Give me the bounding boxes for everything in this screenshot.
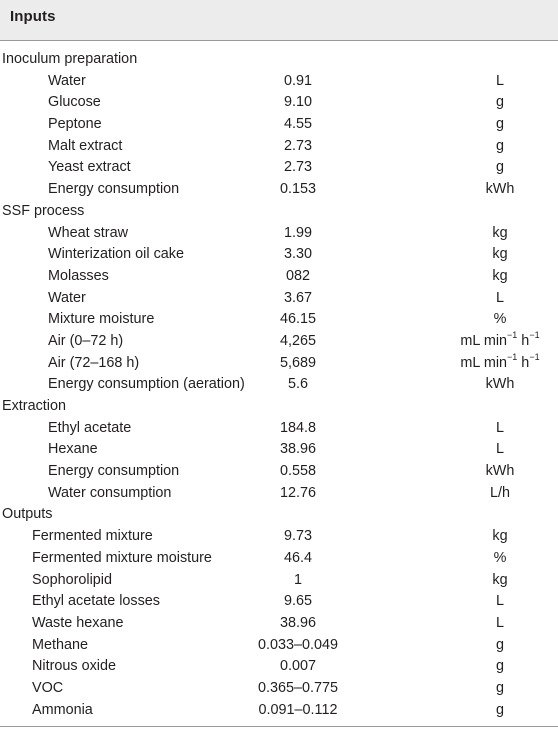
row-value: 3.30 [283, 246, 312, 263]
row-value: 0.091–0.112 [258, 701, 338, 718]
table-row [0, 71, 558, 93]
table-row [0, 92, 558, 114]
row-value: 0.91 [283, 72, 312, 89]
row-unit [444, 700, 556, 722]
unit-text: h [517, 332, 530, 349]
row-label: Fermented mixture [32, 528, 153, 545]
section-label: Extraction [2, 398, 66, 414]
row-label: Water consumption [48, 484, 172, 501]
row-label: Wheat straw [48, 224, 128, 241]
row-label: Malt extract [48, 137, 123, 154]
row-value: 4,265 [279, 332, 316, 349]
section-label: Outputs [2, 506, 53, 523]
row-label: Methane [32, 636, 89, 653]
table-row [0, 244, 558, 266]
row-label: Waste hexane [32, 614, 124, 631]
row-unit [444, 678, 556, 700]
row-label: Glucose [48, 94, 101, 111]
row-label: Yeast extract [48, 159, 131, 176]
section-label: Inoculum preparation [2, 51, 138, 67]
table-row [0, 288, 558, 310]
row-unit [444, 179, 556, 201]
row-value: 2.73 [283, 159, 312, 176]
row-unit [444, 548, 556, 570]
row-value: 46.15 [279, 311, 316, 328]
section-row [0, 201, 558, 223]
row-value: 4.55 [283, 116, 312, 133]
row-unit [444, 223, 556, 245]
unit-text: kWh [485, 181, 515, 198]
row-label: Water [48, 289, 86, 306]
unit-text: h [517, 354, 530, 371]
row-unit [444, 483, 556, 505]
row-value: 9.73 [283, 528, 312, 545]
row-value: 38.96 [279, 441, 316, 458]
section-row [0, 49, 558, 71]
unit-text: g [495, 679, 504, 696]
table-row [0, 613, 558, 635]
unit-text: mL min [460, 332, 508, 349]
unit-text: g [495, 159, 504, 176]
row-label: Air (72–168 h) [48, 354, 140, 371]
table-row [0, 483, 558, 505]
row-label: Air (0–72 h) [48, 332, 124, 349]
row-unit [444, 288, 556, 310]
row-label: Energy consumption [48, 463, 180, 480]
row-unit [444, 570, 556, 592]
unit-text: g [495, 94, 504, 111]
unit-exponent: −1 [507, 330, 518, 341]
row-label: Hexane [48, 441, 98, 458]
row-value: 0.007 [279, 658, 316, 675]
unit-text: L [495, 441, 504, 458]
unit-text: % [493, 311, 507, 328]
table-row [0, 114, 558, 136]
row-value: 46.4 [283, 549, 312, 566]
table-row [0, 374, 558, 396]
row-value: 12.76 [279, 484, 316, 501]
unit-exponent: −1 [529, 330, 540, 341]
row-label: Fermented mixture moisture [32, 549, 212, 566]
unit-text: L [495, 614, 504, 631]
row-unit [444, 439, 556, 461]
row-unit [444, 157, 556, 179]
unit-text: kWh [485, 463, 515, 480]
row-label: Ethyl acetate [48, 419, 132, 436]
unit-text: mL min [460, 354, 508, 371]
row-unit [444, 526, 556, 548]
table-row [0, 157, 558, 179]
row-value: 2.73 [283, 137, 312, 154]
row-unit [444, 374, 556, 396]
header-title: Inputs [10, 8, 56, 25]
row-value: 0.558 [279, 463, 316, 480]
table-row [0, 353, 558, 375]
row-label: VOC [32, 679, 64, 696]
row-label: Molasses [48, 267, 109, 284]
unit-exponent: −1 [529, 351, 540, 362]
table-body [0, 49, 558, 721]
row-value: 0.033–0.049 [257, 636, 339, 653]
unit-text: kg [492, 224, 508, 241]
table-row [0, 678, 558, 700]
table-row [0, 570, 558, 592]
row-unit [444, 136, 556, 158]
row-label: Ethyl acetate losses [32, 593, 160, 610]
row-label: Water [48, 72, 86, 89]
row-unit [444, 635, 556, 657]
section-label: SSF process [2, 202, 85, 219]
bottom-rule [0, 726, 558, 727]
row-unit [444, 613, 556, 635]
table-row [0, 309, 558, 331]
unit-text: kg [492, 267, 508, 284]
unit-text: L [495, 419, 504, 436]
row-value: 082 [285, 267, 310, 284]
row-unit [444, 244, 556, 266]
row-value: 9.10 [283, 94, 312, 111]
unit-text: kg [492, 246, 508, 263]
header-rule [0, 40, 558, 41]
table-row [0, 526, 558, 548]
row-value: 0.153 [279, 181, 316, 198]
table-row [0, 331, 558, 353]
row-value: 38.96 [279, 614, 316, 631]
table-row [0, 179, 558, 201]
table-row [0, 548, 558, 570]
row-label: Nitrous oxide [32, 658, 116, 675]
row-unit [444, 331, 556, 353]
row-value: 9.65 [283, 593, 312, 610]
row-unit [444, 266, 556, 288]
table-row [0, 700, 558, 722]
row-unit [444, 418, 556, 440]
unit-text: L/h [489, 484, 510, 501]
unit-text: g [495, 658, 504, 675]
table-row [0, 461, 558, 483]
unit-text: kWh [485, 376, 515, 393]
unit-text: kg [492, 528, 508, 545]
row-unit [444, 92, 556, 114]
section-row [0, 504, 558, 526]
table-row [0, 418, 558, 440]
row-value: 1.99 [283, 224, 312, 241]
row-value: 1 [293, 571, 302, 588]
row-value: 5.6 [287, 376, 308, 393]
row-unit [444, 71, 556, 93]
table-row [0, 635, 558, 657]
row-label: Energy consumption (aeration) [48, 376, 245, 393]
table-header [0, 0, 558, 40]
row-label: Ammonia [32, 701, 93, 718]
row-label: Mixture moisture [48, 311, 155, 328]
table-row [0, 591, 558, 613]
row-unit [444, 353, 556, 375]
unit-text: g [495, 116, 504, 133]
unit-text: % [493, 549, 507, 566]
unit-text: g [495, 137, 504, 154]
unit-text: g [495, 701, 504, 718]
unit-text: L [495, 289, 504, 306]
table-row [0, 266, 558, 288]
table-row [0, 439, 558, 461]
unit-exponent: −1 [507, 351, 518, 362]
unit-text: kg [492, 571, 508, 588]
row-value: 5,689 [279, 354, 316, 371]
row-unit [444, 461, 556, 483]
row-unit [444, 591, 556, 613]
row-label: Energy consumption [48, 181, 180, 198]
row-value: 184.8 [279, 419, 316, 436]
unit-text: g [495, 636, 504, 653]
row-label: Peptone [48, 116, 102, 133]
section-row [0, 396, 558, 418]
row-unit [444, 309, 556, 331]
row-label: Sophorolipid [32, 571, 113, 588]
row-label: Winterization oil cake [48, 246, 184, 263]
unit-text: L [495, 593, 504, 610]
table-row [0, 136, 558, 158]
row-value: 0.365–0.775 [257, 679, 339, 696]
row-unit [444, 114, 556, 136]
unit-text: L [495, 72, 504, 89]
row-unit [444, 656, 556, 678]
table-row [0, 223, 558, 245]
table-row [0, 656, 558, 678]
row-value: 3.67 [283, 289, 312, 306]
